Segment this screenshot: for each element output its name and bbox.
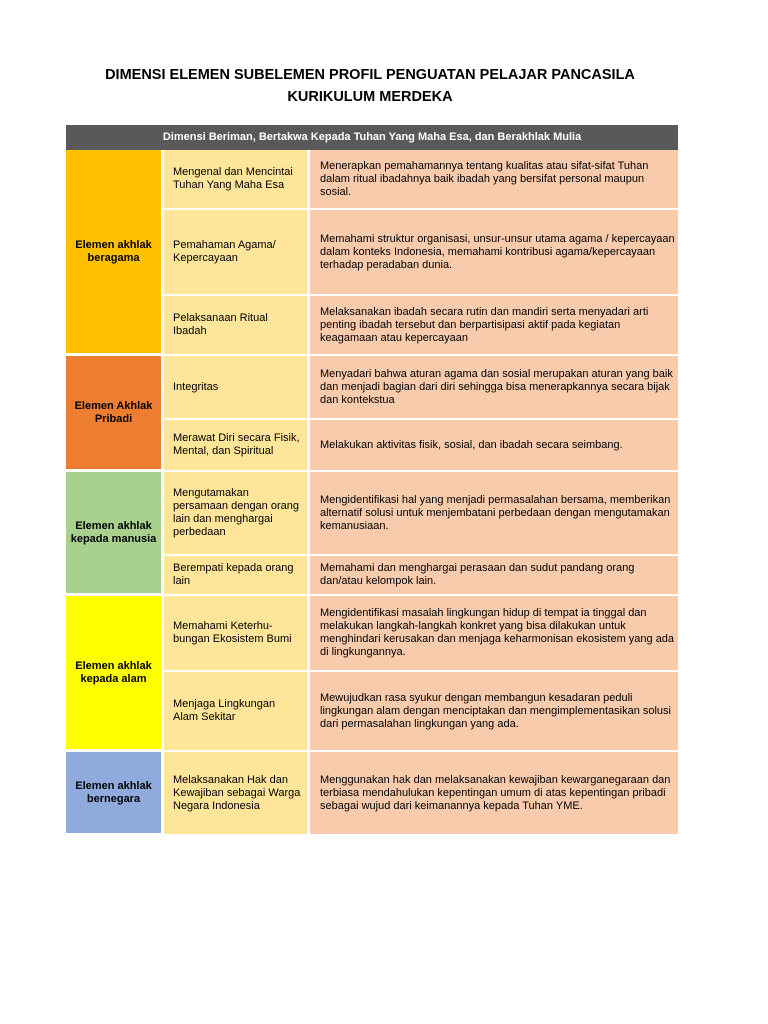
subelemen-cell: Menjaga Lingkungan Alam Sekitar [164, 672, 310, 752]
description-cell: Menggunakan hak dan melaksanakan kewajiban kewarganegaraan dan terbiasa mendahulukan kepentingan umum di atas kepentingan pribadi sebagai wujud dari keimanannya kepada Tuhan YME. [310, 752, 678, 836]
table-row [66, 596, 678, 672]
profile-table [66, 125, 678, 836]
subelemen-cell: Mengutamakan persamaan dengan orang lain dan menghargai perbedaan [164, 472, 310, 556]
description-cell: Melakukan aktivitas fisik, sosial, dan ibadah secara seimbang. [310, 420, 678, 472]
description-cell: Mengidentifikasi hal yang menjadi permasalahan bersama, memberikan alternatif solusi untuk menjembatani perbedaan dengan mengutamakan kemanusiaan. [310, 472, 678, 556]
description-cell: Mengidentifikasi masalah lingkungan hidup di tempat ia tinggal dan melakukan langkah-langkah konkret yang bisa dilakukan untuk menghindari kerusakan dan menjaga keharmonisan ekosistem yang ada di lingkungannya. [310, 596, 678, 672]
description-cell: Melaksanakan ibadah secara rutin dan mandiri serta menyadari arti penting ibadah tersebut dan berpartisipasi aktif pada kegiatan keagamaan atau kepercayaan [310, 296, 678, 356]
table-header-row [66, 125, 678, 150]
description-cell: Menerapkan pemahamannya tentang kualitas atau sifat-sifat Tuhan dalam ritual ibadahnya baik ibadah yang bersifat personal maupun sosial. [310, 150, 678, 210]
subelemen-cell: Berempati kepada orang lain [164, 556, 310, 596]
document-title [0, 64, 740, 108]
table-row [66, 752, 678, 836]
elemen-akhlak-kepada-alam: Elemen akhlak kepada alam [66, 596, 164, 752]
description-cell: Mewujudkan rasa syukur dengan membangun kesadaran peduli lingkungan alam dengan menciptakan dan mengimplementasikan solusi dari permasalahan lingkungan yang ada. [310, 672, 678, 752]
subelemen-cell: Merawat Diri secara Fisik, Mental, dan Spiritual [164, 420, 310, 472]
table-row [66, 356, 678, 420]
subelemen-cell: Pelaksanaan Ritual Ibadah [164, 296, 310, 356]
table-row [66, 150, 678, 210]
elemen-akhlak-bernegara: Elemen akhlak bernegara [66, 752, 164, 836]
elemen-akhlak-kepada-manusia: Elemen akhlak kepada manusia [66, 472, 164, 596]
title-line-1: DIMENSI ELEMEN SUBELEMEN PROFIL PENGUATAN PELAJAR PANCASILA [105, 67, 635, 83]
subelemen-cell: Melaksanakan Hak dan Kewajiban sebagai Warga Negara Indonesia [164, 752, 310, 836]
subelemen-cell: Memahami Keterhu-bungan Ekosistem Bumi [164, 596, 310, 672]
title-line-2: KURIKULUM MERDEKA [287, 89, 453, 105]
description-cell: Menyadari bahwa aturan agama dan sosial merupakan aturan yang baik dan menjadi bagian dari diri sehingga bisa menerapkannya secara bijak dan kontekstua [310, 356, 678, 420]
subelemen-cell: Integritas [164, 356, 310, 420]
description-cell: Memahami dan menghargai perasaan dan sudut pandang orang dan/atau kelompok lain. [310, 556, 678, 596]
elemen-akhlak-pribadi: Elemen Akhlak Pribadi [66, 356, 164, 472]
elemen-akhlak-beragama: Elemen akhlak beragama [66, 150, 164, 356]
table-row [66, 472, 678, 556]
dimension-header: Dimensi Beriman, Bertakwa Kepada Tuhan Yang Maha Esa, dan Berakhlak Mulia [66, 125, 678, 150]
subelemen-cell: Pemahaman Agama/ Kepercayaan [164, 210, 310, 296]
subelemen-cell: Mengenal dan Mencintai Tuhan Yang Maha Esa [164, 150, 310, 210]
description-cell: Memahami struktur organisasi, unsur-unsur utama agama / kepercayaan dalam konteks Indonesia, memahami kontribusi agama/kepercayaan terhadap peradaban dunia. [310, 210, 678, 296]
